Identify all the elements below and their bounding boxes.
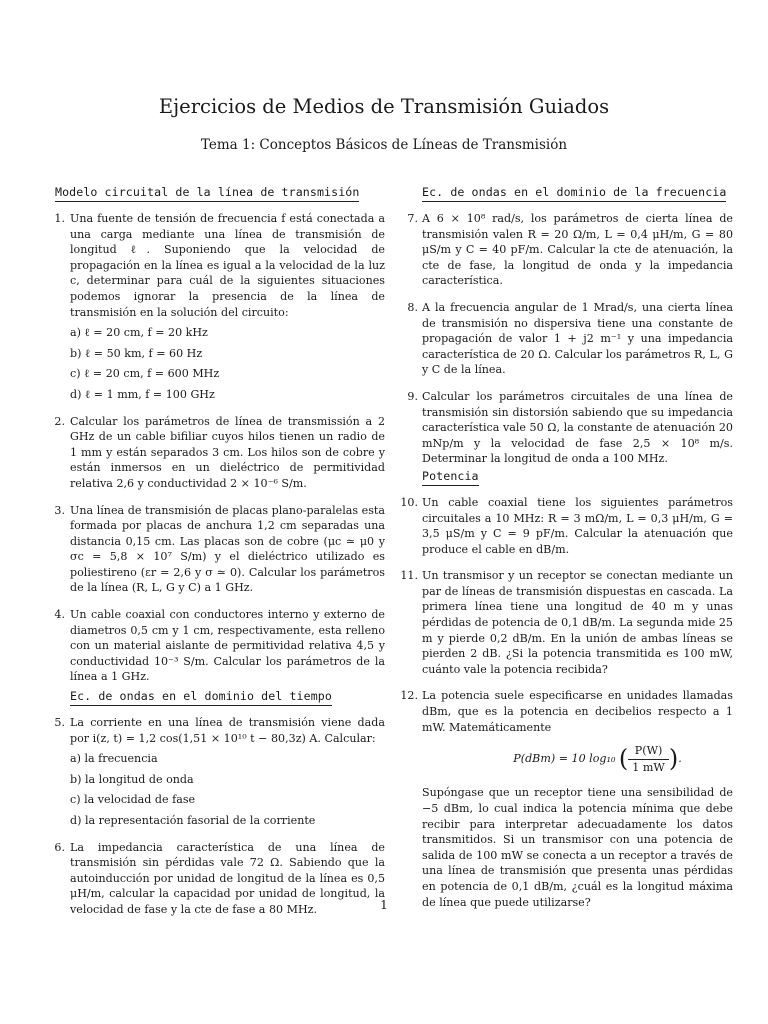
sub-item: b) la longitud de onda (70, 772, 194, 786)
sub-item: a) la frecuencia (70, 752, 158, 766)
sub-item: d) la representación fasorial de la corriente (70, 814, 316, 827)
problem-8 (398, 300, 733, 378)
problem-1 (55, 211, 385, 403)
problem-number: 8. (407, 300, 418, 314)
right-column (398, 185, 733, 921)
problem-text: Un cable coaxial con conductores interno y externo de diametros 0,5 cm y 1 cm, respectivamente, esta relleno con un material aislante de permitividad relativa 4,5 y conductividad 10⁻³ S/m. Calcular los parámetros de la línea a 1 GHz. (70, 608, 385, 684)
page-number: 1 (380, 898, 388, 912)
problem-number: 3. (54, 503, 65, 517)
problem-4 (55, 607, 385, 685)
problem-number: 2. (54, 414, 65, 428)
document-title: Ejercicios de Medios de Transmisión Guiados (158, 95, 610, 118)
problem-text: La impedancia característica de una línea de transmisión sin pérdidas vale 72 Ω. Sabiendo que la autoinducción por unidad de longitud de la línea es 0,5 μH/m, calcular la capacidad por unidad de longitud, la velocidad de fase y la cte de fase a 80 MHz. (70, 840, 385, 916)
problem-3 (55, 503, 385, 597)
problem-text: Calcular los parámetros de línea de transmissión a 2 GHz de un cable bifiliar cuyos hilos tienen un radio de 1 mm y están separados 3 cm. Los hilos son de cobre y están inmersos en un dieléctrico de permitividad relativa 2,6 y conductividad 2 × 10⁻⁶ S/m. (70, 414, 385, 490)
problem-number: 6. (54, 840, 65, 854)
problem-text: Un transmisor y un receptor se conectan mediante un par de líneas de transmisión dispuestas en cascada. La primera línea tiene una longitud de 40 m y unas pérdidas de potencia de 0,1 dB/m. La segunda mide 25 m y pierde 0,2 dB/m. En la unión de ambas líneas se pierden 2 dB. ¿Si la potencia transmitida es 100 mW, cuánto vale la potencia recibida? (422, 569, 733, 676)
problem-5 (55, 715, 385, 829)
problem-number: 5. (54, 716, 65, 730)
formula-fraction (628, 743, 669, 775)
sub-item: c) ℓ = 20 cm, f = 600 MHz (70, 367, 220, 381)
problem-text: Calcular los parámetros circuitales de una línea de transmisión sin distorsión sabiendo que su impedancia característica vale 50 Ω, la constante de atenuación 20 mNp/m y la velocidad de fase 2,5 × 10⁸ m/s. Determinar la longitud de onda a 100 MHz. (422, 389, 733, 466)
problem-text-continued: Supóngase que un receptor tiene una sensibilidad de −5 dBm, lo cual indica la potencia mínima que debe recibir para interpretar adecuadamente los datos transmitidos. Si un transmisor con una potencia de salida de 100 mW se conecta a un receptor a través de una línea de transmisión que presenta unas pérdidas en potencia de 0,1 dB/m, ¿cuál es la longitud máxima de línea que puede utilizarse? (422, 786, 733, 909)
sub-item: c) la velocidad de fase (70, 793, 196, 807)
problem-text: A la frecuencia angular de 1 Mrad/s, una cierta línea de transmisión no dispersiva tiene una constante de propagación de valor 1 + j2 m⁻¹ y una impedancia característica de 20 Ω. Calcular los parámetros R, L, G y C de la línea. (422, 300, 733, 377)
problem-9 (398, 389, 733, 467)
problem-12 (398, 688, 733, 910)
problem-number: 1. (54, 212, 65, 225)
problem-number: 4. (54, 608, 65, 622)
problem-number: 9. (407, 389, 418, 403)
sub-item: d) ℓ = 1 mm, f = 100 GHz (70, 387, 215, 401)
problem-text: La potencia suele especificarse en unidades llamadas dBm, que es la potencia en decibelios respecto a 1 mW. Matemáticamente (422, 689, 733, 734)
problem-number: 7. (407, 212, 418, 225)
problem-number: 10. (400, 495, 418, 509)
problem-10 (398, 495, 733, 557)
problem-2 (55, 414, 385, 492)
dbm-formula: P(dBm) = 10 log₁₀ ( $\frac{P(W)}{1 mW}$ ). (513, 744, 682, 774)
formula-denominator: 1 mW (632, 760, 665, 774)
problem-text: Un cable coaxial tiene los siguientes parámetros circuitales a 10 MHz: R = 3 mΩ/m, L = 0,3 μH/m, G = 3,5 μS/m y C = 9 pF/m. Calcular la atenuación que produce el cable en dB/m. (422, 495, 733, 556)
formula-lhs: P(dBm) = 10 log₁₀ (513, 752, 616, 766)
problem-number: 11. (400, 569, 418, 583)
sub-item: a) ℓ = 20 cm, f = 20 kHz (70, 326, 208, 340)
problem-text: Una fuente de tensión de frecuencia f está conectada a una carga mediante una línea de transmisión de longitud ℓ. Suponiendo que la velocidad de propagación en la línea es igual a la velocidad de la luz c, determinar para cuál de la siguientes situaciones podemos ignorar la presencia de la línea de transmisión en la solución del circuito: (70, 212, 385, 319)
section-heading-circuit-model: Modelo circuital de la línea de transmisión (55, 185, 359, 202)
section-heading-power: Potencia (422, 469, 479, 486)
problem-11 (398, 568, 733, 677)
sub-item: b) ℓ = 50 km, f = 60 Hz (70, 346, 203, 360)
problem-text: La corriente en una línea de transmisión viene dada por i(z, t) = 1,2 cos(1,51 × 10¹⁰ t − 80,3z) A. Calcular: (70, 716, 385, 745)
document-subtitle: Tema 1: Conceptos Básicos de Líneas de Transmisión (200, 137, 568, 153)
section-heading-time-domain: Ec. de ondas en el dominio del tiempo (70, 689, 332, 706)
problem-number: 12. (400, 689, 418, 703)
problem-text: A 6 × 10⁸ rad/s, los parámetros de cierta línea de transmisión valen R = 20 Ω/m, L = 0,4 μH/m, G = 80 μS/m y C = 40 pF/m. Calcular la cte de atenuación, la cte de fase, la longitud de onda y la impedancia característica. (422, 212, 733, 288)
problem-7 (398, 211, 733, 289)
section-heading-frequency-domain: Ec. de ondas en el dominio de la frecuencia (422, 185, 726, 202)
left-column (55, 185, 385, 929)
problem-text: Una línea de transmisión de placas plano-paralelas esta formada por placas de anchura 1,2 cm separadas una distancia 0,15 cm. Las placas son de cobre (μc ≃ μ0 y σc = 5,8 × 10⁷ S/m) y el dieléctrico utilizado es poliestireno (εr = 2,6 y σ ≃ 0). Calcular los parámetros de la línea (R, L, G y C) a 1 GHz. (70, 503, 385, 595)
formula-numerator: P(W) (628, 743, 669, 760)
